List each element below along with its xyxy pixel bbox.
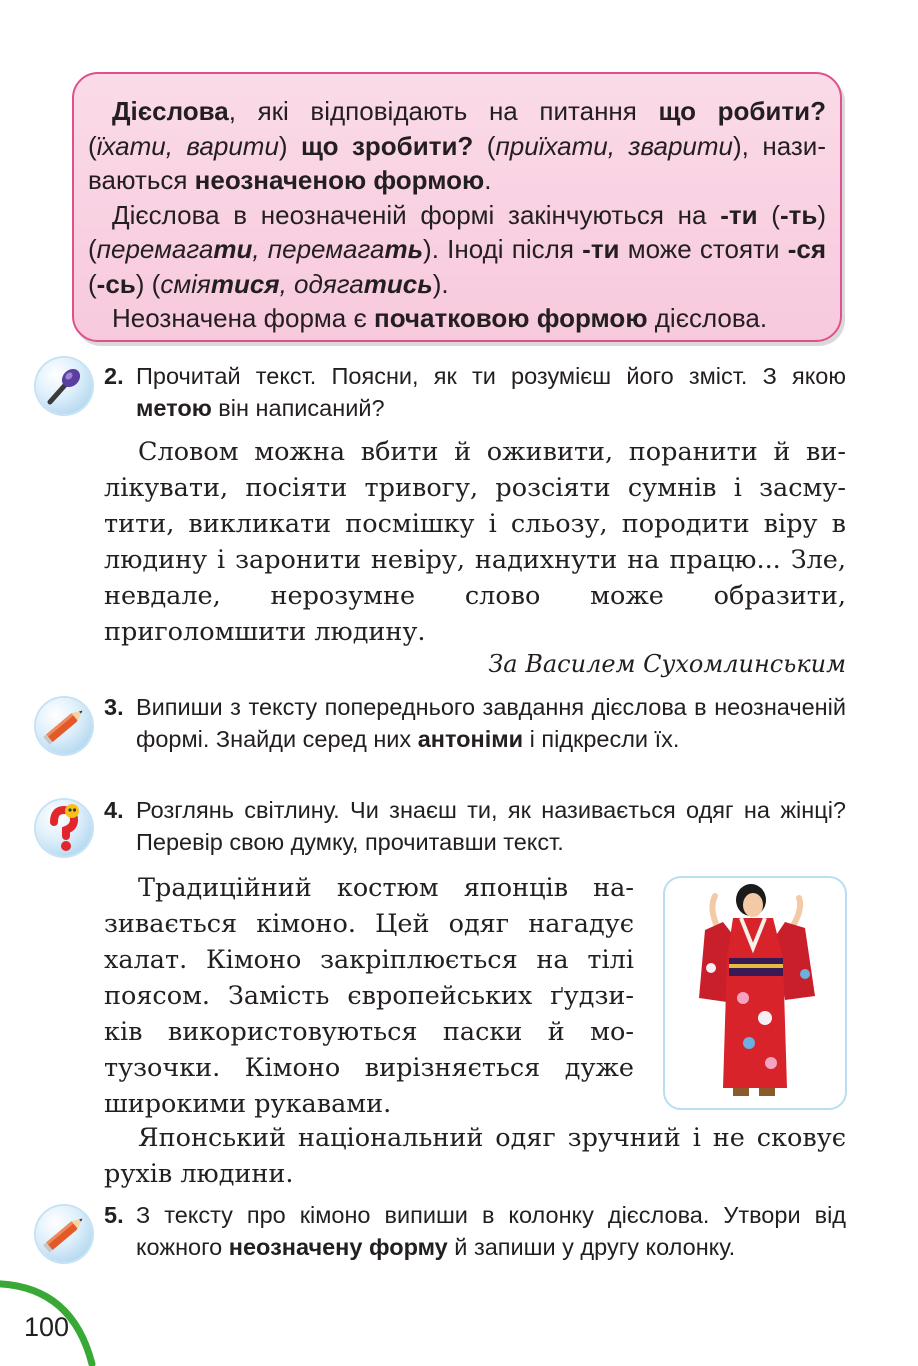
task-number: 5. — [104, 1202, 124, 1228]
reading-passage — [104, 434, 846, 650]
rule-text: , які відповідають на питання — [228, 96, 659, 126]
rule-example: перемага — [96, 234, 214, 264]
rule-text: ) ( — [135, 268, 161, 299]
rule-text: ( — [88, 130, 97, 161]
kimono-conclusion — [104, 1120, 846, 1192]
pencil-icon — [36, 698, 92, 754]
rule-example: їхати, варити — [96, 130, 279, 161]
rule-example: , одяга — [279, 268, 364, 299]
task-text: З тексту про кімоно випиши в колонку дієслова. Утвори від кожного неозначену форму й запиши у другу колонку. — [136, 1202, 846, 1260]
rule-term: Дієслова — [112, 96, 229, 126]
task-number: 4. — [104, 797, 124, 823]
task-4 — [104, 795, 846, 858]
kimono-girl-image — [665, 878, 845, 1108]
rule-text: ). Іноді після — [423, 234, 583, 264]
kimono-paragraph-2: Японський національний одяг зручний і не сковує рухів людини. — [104, 1123, 846, 1189]
task-text: Розглянь світлину. Чи знаєш ти, як називається одяг на жінці? Перевір свою думку, прочитавши текст. — [136, 797, 846, 855]
rule-text: ) ( — [88, 199, 826, 264]
rule-text: ( — [757, 199, 780, 230]
reading-text: Словом можна вбити й оживити, поранити й ви-лікувати, посіяти тривогу, розсіяти сумнів і засму-тити, викликати посмішку і сльозу, породити віру в людину і заронити невіру, надихнути на працю... Зле, невдале, нерозумне слово може образити, приголомшити людину. — [104, 437, 846, 647]
rule-text: може стояти — [619, 234, 788, 264]
rule-text: ) — [278, 130, 302, 161]
task-5 — [104, 1200, 846, 1263]
rule-paragraph-3 — [88, 301, 826, 336]
rule-example: приїхати, зварити — [495, 130, 734, 161]
task-keyword: метою — [136, 394, 212, 421]
rule-text: ( — [88, 268, 97, 299]
rule-example-ending: ть — [384, 234, 424, 264]
rule-question: що зробити? — [301, 130, 474, 161]
task-2 — [104, 361, 846, 424]
rule-example-ending: тись — [363, 268, 433, 299]
kimono-passage — [104, 870, 634, 1122]
task-keyword: неозначену форму — [228, 1233, 448, 1260]
microphone-icon — [36, 358, 92, 414]
task-keyword: антоніми — [417, 725, 524, 752]
rule-example-ending: ти — [213, 234, 253, 264]
page-number: 100 — [24, 1312, 70, 1342]
rule-text: Дієслова в неозначеній формі закінчуються на — [112, 199, 721, 230]
rule-term: неозначеною формою — [194, 165, 485, 195]
rule-suffix: -ти — [582, 234, 620, 264]
rule-text: ), нази-ваються — [88, 130, 826, 195]
task-text: Прочитай текст. Поясни, як ти розумієш його зміст. З якою метою він написаний? — [136, 363, 846, 421]
rule-suffix: -ти — [720, 199, 758, 230]
task-number: 3. — [104, 694, 124, 720]
task-text: Випиши з тексту попереднього завдання дієслова в неозначеній формі. Знайди серед них антоніми і підкресли їх. — [136, 694, 846, 752]
rule-text: ( — [473, 130, 496, 161]
kimono-photo — [663, 876, 847, 1110]
rule-example-ending: тися — [210, 268, 280, 299]
pencil-icon — [36, 1206, 92, 1262]
rule-text: ). — [432, 268, 449, 299]
rule-text: Неозначена форма є — [112, 303, 374, 333]
rule-suffix: -ть — [779, 199, 818, 230]
rule-example: смія — [160, 268, 211, 299]
task-3 — [104, 692, 846, 755]
rule-text: дієслова. — [647, 303, 768, 333]
rule-paragraph-2 — [88, 198, 826, 302]
task-number: 2. — [104, 363, 124, 389]
question-mascot-icon — [36, 800, 92, 856]
rule-box — [72, 72, 842, 342]
rule-term: початковою формою — [373, 303, 648, 333]
rule-suffix: -ся — [787, 234, 827, 264]
rule-text: . — [484, 165, 492, 195]
rule-suffix: -сь — [96, 268, 136, 299]
rule-question: що робити? — [658, 96, 826, 126]
reading-author: За Василем Сухомлинським — [488, 650, 846, 678]
rule-paragraph-1 — [88, 94, 826, 198]
rule-example: , перемага — [252, 234, 385, 264]
kimono-paragraph-1: Традиційний костюм японців на-зивається кімоно. Цей одяг нагадує халат. Кімоно закріплюється на тілі поясом. Замість європейських ґудзи-ків використовуються паски й мо-тузочки. Кімоно вирізняється дуже широкими рукавами. — [104, 873, 634, 1119]
